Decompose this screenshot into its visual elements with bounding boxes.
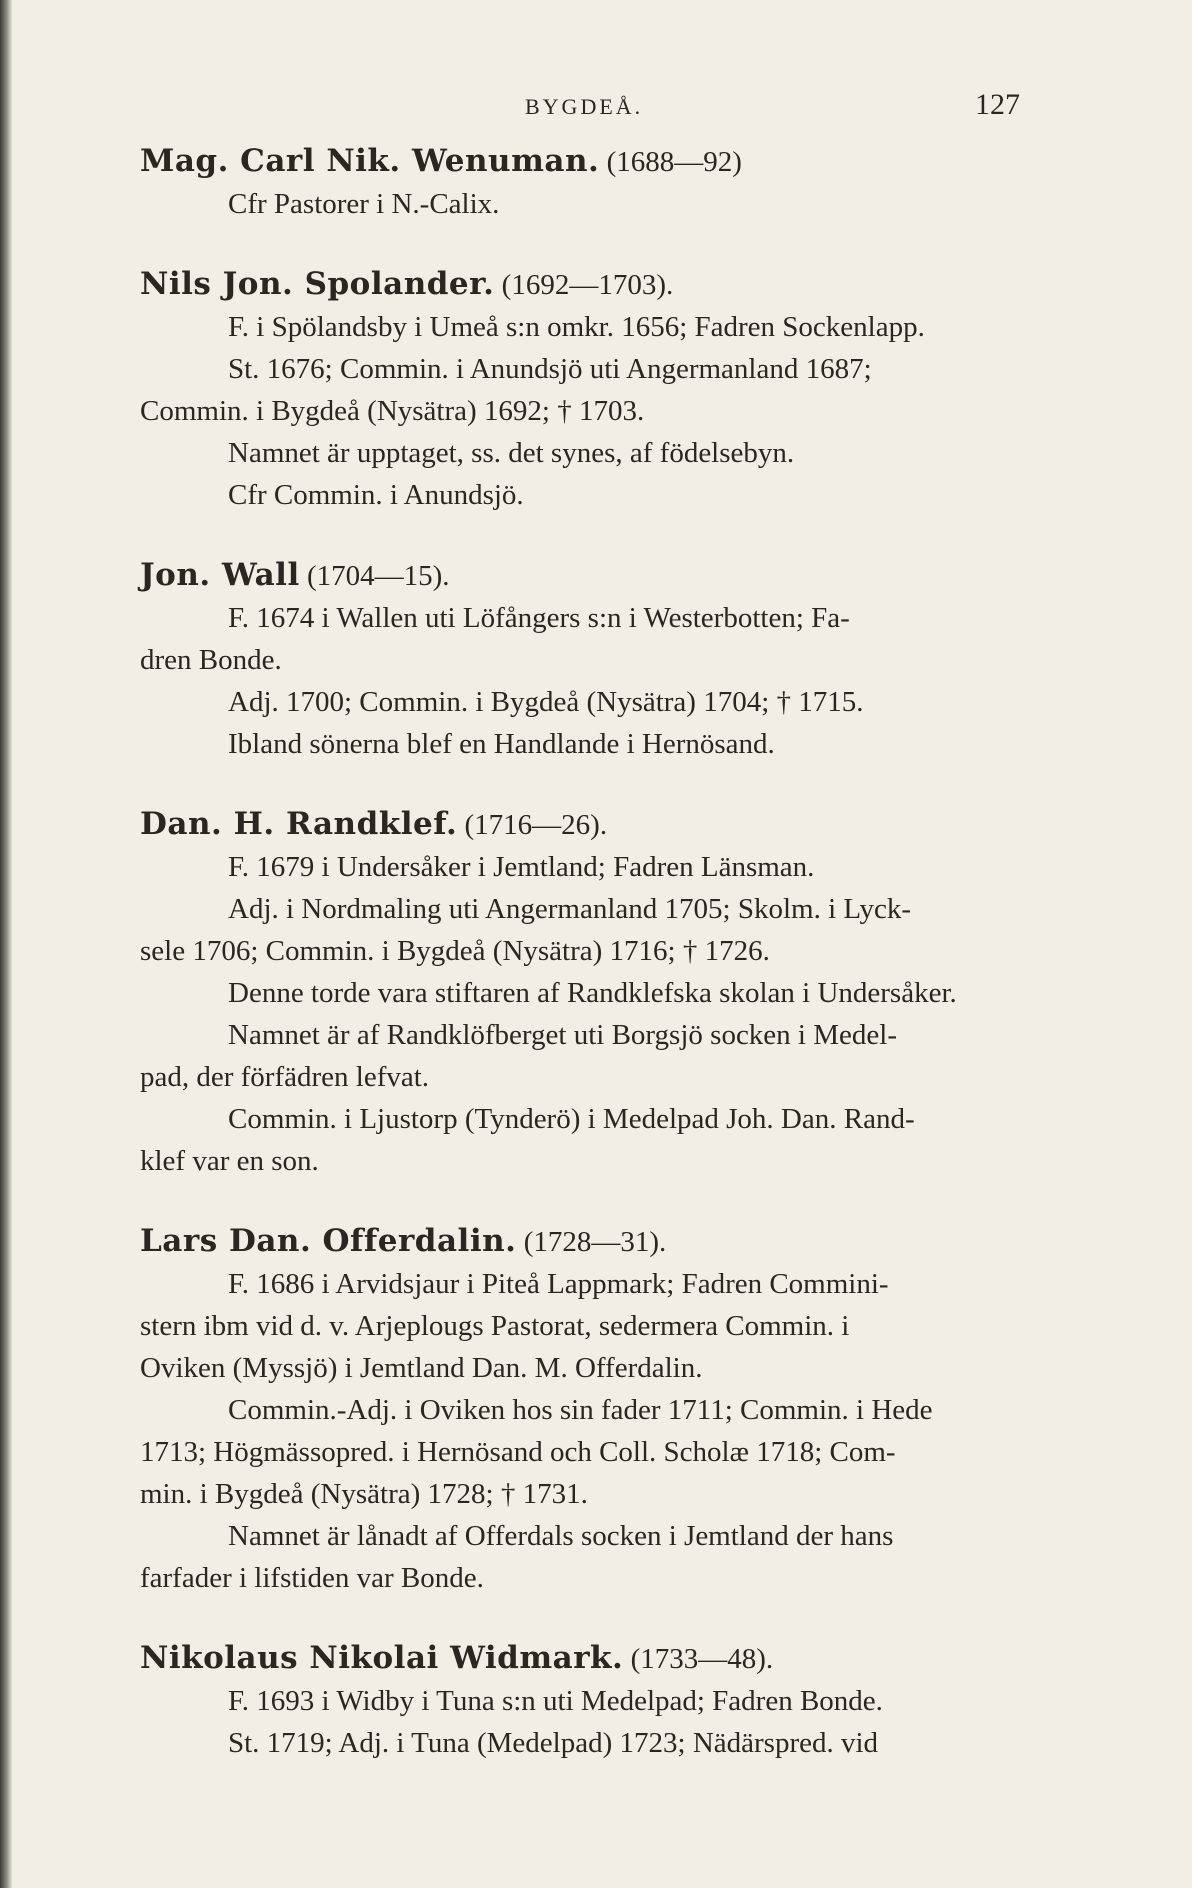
entry-text-line: F. i Spölandsby i Umeå s:n omkr. 1656; Fadren Sockenlapp. [228,311,925,343]
page-number: 127 [975,88,1020,121]
running-title: BYGDEÅ. [525,94,644,119]
person-name: Nils Jon. Spolander. [140,266,495,302]
entry-heading [140,263,1060,306]
entry-text-line: sele 1706; Commin. i Bygdeå (Nysätra) 1716; † 1726. [140,935,770,967]
biography-entry [140,140,1060,225]
entry-text-line: farfader i lifstiden var Bonde. [140,1562,484,1594]
entry-text-line: Namnet är af Randklöfberget uti Borgsjö socken i Medel- [228,1019,897,1051]
entry-heading [140,140,1060,183]
person-name: Nikolaus Nikolai Widmark. [140,1640,624,1676]
entry-text-line: F. 1693 i Widby i Tuna s:n uti Medelpad; Fadren Bonde. [228,1685,883,1717]
entry-text-line: Denne torde vara stiftaren af Randklefska skolan i Undersåker. [228,977,957,1009]
entry-text-line: Cfr Commin. i Anundsjö. [228,479,524,511]
entry-text-line: Oviken (Myssjö) i Jemtland Dan. M. Offerdalin. [140,1352,703,1384]
biography-entry [140,1637,1060,1764]
person-name: Lars Dan. Offerdalin. [140,1223,517,1259]
entry-text-line: Ibland sönerna blef en Handlande i Hernösand. [228,728,775,760]
biography-entry [140,803,1060,1182]
entry-list [140,140,1060,1764]
entry-text-line: Commin. i Ljustorp (Tynderö) i Medelpad Joh. Dan. Rand- [228,1103,915,1135]
entry-text-line: Commin.-Adj. i Oviken hos sin fader 1711; Commin. i Hede [228,1394,933,1426]
tenure-dates: (1733—48). [630,1643,774,1675]
biography-entry [140,554,1060,765]
entry-text-line: Cfr Pastorer i N.-Calix. [228,188,500,220]
tenure-dates: (1704—15). [306,560,450,592]
tenure-dates: (1688—92) [606,146,742,178]
person-name: Jon. Wall [140,557,300,593]
person-name: Dan. H. Randklef. [140,806,458,842]
entry-text-line: St. 1719; Adj. i Tuna (Medelpad) 1723; Nädärspred. vid [228,1727,879,1759]
entry-text-line: dren Bonde. [140,644,282,676]
entry-text-line: F. 1686 i Arvidsjaur i Piteå Lappmark; Fadren Commini- [228,1268,889,1300]
entry-text-line: pad, der förfädren lefvat. [140,1061,430,1093]
entry-text-line: min. i Bygdeå (Nysätra) 1728; † 1731. [140,1478,588,1510]
book-spine-shadow [0,0,12,1888]
entry-heading [140,554,1060,597]
entry-text-line: Namnet är lånadt af Offerdals socken i Jemtland der hans [228,1520,894,1552]
tenure-dates: (1728—31). [523,1226,667,1258]
running-header [140,88,1060,132]
entry-heading [140,1220,1060,1263]
entry-text-line: Adj. i Nordmaling uti Angermanland 1705; Skolm. i Lyck- [228,893,912,925]
entry-text-line: F. 1679 i Undersåker i Jemtland; Fadren Länsman. [228,851,815,883]
entry-heading [140,1637,1060,1680]
person-name: Mag. Carl Nik. Wenuman. [140,143,600,179]
tenure-dates: (1692—1703). [501,269,674,301]
entry-text-line: Namnet är upptaget, ss. det synes, af födelsebyn. [228,437,795,469]
entry-text-line: 1713; Högmässopred. i Hernösand och Coll. Scholæ 1718; Com- [140,1436,896,1468]
entry-heading [140,803,1060,846]
book-page [140,88,1060,1802]
entry-text-line: St. 1676; Commin. i Anundsjö uti Angermanland 1687; [228,353,872,385]
biography-entry [140,1220,1060,1599]
tenure-dates: (1716—26). [464,809,608,841]
entry-text-line: stern ibm vid d. v. Arjeplougs Pastorat, sedermera Commin. i [140,1310,850,1342]
entry-text-line: F. 1674 i Wallen uti Löfångers s:n i Westerbotten; Fa- [228,602,850,634]
entry-text-line: Adj. 1700; Commin. i Bygdeå (Nysätra) 1704; † 1715. [228,686,864,718]
biography-entry [140,263,1060,516]
entry-text-line: Commin. i Bygdeå (Nysätra) 1692; † 1703. [140,395,645,427]
entry-text-line: klef var en son. [140,1145,319,1177]
